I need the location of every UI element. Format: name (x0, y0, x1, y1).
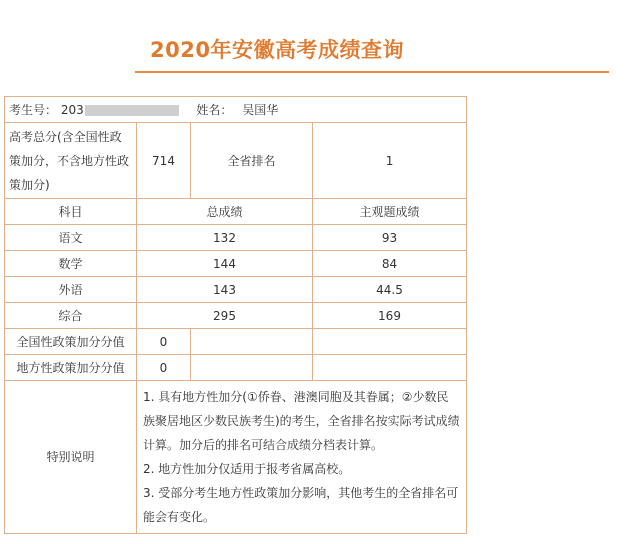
national-bonus-row (5, 329, 467, 355)
subject-name: 数学 (5, 251, 137, 277)
subject-total: 132 (137, 225, 313, 251)
subject-subjective: 84 (313, 251, 467, 277)
name-label: 姓名： (196, 102, 233, 117)
rank-label: 全省排名 (191, 123, 313, 199)
note-item: 2. 地方性加分仅适用于报考省属高校。 (143, 462, 351, 476)
notes-content (137, 381, 467, 534)
subject-name: 语文 (5, 225, 137, 251)
local-bonus-row (5, 355, 467, 381)
rank-value: 1 (313, 123, 467, 199)
total-score-value: 714 (137, 123, 191, 199)
empty-cell (191, 355, 313, 381)
note-item: 3. 受部分考生地方性政策加分影响，其他考生的全省排名可能会有变化。 (143, 486, 459, 524)
subject-subjective: 169 (313, 303, 467, 329)
student-info-cell (5, 97, 467, 123)
table-row (5, 225, 467, 251)
title-underline (135, 71, 609, 73)
score-header-row (5, 199, 467, 225)
exam-id-mask (85, 105, 179, 116)
note-item: 1. 具有地方性加分(①侨眷、港澳同胞及其眷属；②少数民族聚居地区少数民族考生)的考生，全省排名按实际考试成绩计算。加分后的排名可结合成绩分档表计算。 (143, 390, 460, 452)
exam-id-value: 203 (60, 102, 84, 117)
student-info-row (5, 97, 467, 123)
total-score-label: 高考总分(含全国性政策加分，不含地方性政策加分) (5, 123, 137, 199)
subject-total: 143 (137, 277, 313, 303)
table-row (5, 251, 467, 277)
subject-subjective: 44.5 (313, 277, 467, 303)
national-bonus-label: 全国性政策加分分值 (5, 329, 137, 355)
empty-cell (313, 355, 467, 381)
subject-name: 外语 (5, 277, 137, 303)
subject-total: 295 (137, 303, 313, 329)
table-row (5, 303, 467, 329)
header-subject: 科目 (5, 199, 137, 225)
header-subjective: 主观题成绩 (313, 199, 467, 225)
subject-subjective: 93 (313, 225, 467, 251)
table-row (5, 277, 467, 303)
national-bonus-value: 0 (137, 329, 191, 355)
empty-cell (191, 329, 313, 355)
name-value: 吴国华 (242, 102, 279, 117)
local-bonus-value: 0 (137, 355, 191, 381)
notes-row (5, 381, 467, 534)
page-title: 2020年安徽高考成绩查询 (150, 38, 404, 62)
notes-label: 特别说明 (5, 381, 137, 534)
local-bonus-label: 地方性政策加分分值 (5, 355, 137, 381)
score-table (4, 96, 467, 534)
subject-name: 综合 (5, 303, 137, 329)
empty-cell (313, 329, 467, 355)
subject-total: 144 (137, 251, 313, 277)
header-total: 总成绩 (137, 199, 313, 225)
summary-row (5, 123, 467, 199)
exam-id-label: 考生号： (9, 102, 58, 117)
